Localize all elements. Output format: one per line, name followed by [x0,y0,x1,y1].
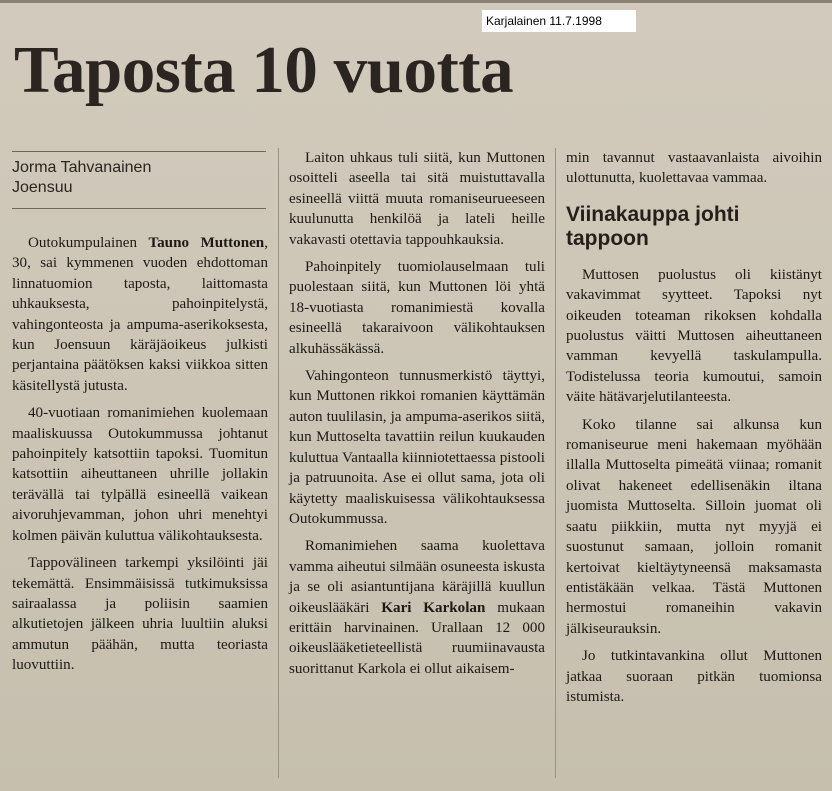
column-divider [555,148,556,778]
paragraph [12,233,268,396]
column-divider [278,148,279,778]
byline-author: Jorma Tahvanainen [12,159,152,176]
paragraph: Muttosen puolustus oli kiistänyt vakavimmat syytteet. Tapoksi nyt oikeuden toteaman rikoksen kohdalla puolustus väitti Muttosen aiheuttaneen vamman kevyellä taskulampulla. Todistelussa teoria kumoutui, samoin väite hätävarjelutilanteesta. [566,266,822,406]
text-span: Romanimiehen saama kuolettava vamma aiheutui silmään osuneesta iskusta ja se oli asiantuntijana käräjillä kuullun oikeuslääkäri [289,538,545,616]
column-3 [566,148,822,714]
byline [12,151,266,209]
paragraph: Laiton uhkaus tuli siitä, kun Muttonen osoitteli aseella tai sitä muistuttavalla esineellä viittä muuta romaniseurueeseen kuulunutta henkilöä ja lateli heille vakavasti otettavia tappouhkauksia. [289,150,545,248]
column-1 [12,233,268,683]
person-name: Kari Karkolan [381,599,486,616]
byline-place: Joensuu [12,179,73,196]
paragraph: Pahoinpitely tuomiolauselmaan tuli puolestaan siitä, kun Muttonen löi yhtä 18-vuotiasta romanimiestä kovalla esineellä takaraivoon välikohtauksen alkuhässäkässä. [289,259,545,357]
headline: Taposta 10 vuotta [14,33,514,107]
subheading: Viinakauppa johti tappoon [566,202,740,250]
person-name: Tauno Muttonen [148,235,265,251]
paragraph: Koko tilanne sai alkunsa kun romaniseurue meni hakemaan myöhään illalla Muttoselta pimeätä viinaa; romanit olivat hakeneet edellisenäkin iltana juomista Muttoselta. Silloin juomat oli saatu piikkiin, mutta nyt myyjä ei suostunut samaan, jolloin romanit kertoivat kieltäytyneensä maksamasta entistäkään velkaa. Tästä Muttonen hermostui romaneihin vakavin jälkiseurauksin. [566,416,822,637]
paragraph: Jo tutkintavankina ollut Muttonen jatkaa suoraan pitkän tuomionsa istumista. [566,648,822,705]
column-2 [289,148,545,686]
source-label: Karjalainen 11.7.1998 [482,10,636,32]
text-span: mukaan erittäin harvinainen. Urallaan 12 000 oikeuslääketieteellistä ruumiinavausta suorittanut Karkola ei ollut aikaisem- [289,599,545,677]
paragraph: 40-vuotiaan romanimiehen kuolemaan maaliskuussa Outokummussa johtanut pahoinpitely katsottiin tapoksi. Tuomitun katsottiin aiheuttaneen uhrille jollakin terävällä tai tylpällä esineellä vaikean aivoruhjevamman, johon uhri menehtyi kolmen päivän kuluttua välikohtauksesta. [12,405,268,544]
paragraph: Vahingonteon tunnusmerkistö täyttyi, kun Muttonen rikkoi romanien käyttämän auton tuulilasin, ja ampuma-aserikos siitä, kun Muttoselta tavattiin reilun kuukauden kuluttua Vantaalla kiinniotettaessa pistooli ja patruunoita. Ase ei ollut sama, jota oli käytetty maaliskuisessa välikohtauksessa Outokummussa. [289,368,545,527]
paragraph: Tappovälineen tarkempi yksilöinti jäi tekemättä. Ensimmäisissä tutkimuksissa sairaalassa ja poliisin saamien alkutietojen jälkeen uhria luultiin aluksi ammutun päähän, mutta teoriasta luovuttiin. [12,555,268,674]
text-span: Outokumpulainen [28,235,149,251]
text-span: , 30, sai kymmenen vuoden ehdottoman linnatuomion taposta, laittomasta uhkauksesta, pahoinpitelystä, vahingonteosta ja ampuma-aserikoksesta, kun Joensuun käräjäoikeus julkisti perjantaina päätöksen kaksi viikkoa sitten käsitellystä jutusta. [12,235,268,394]
top-rule [0,0,832,3]
paragraph: min tavannut vastaavanlaista aivoihin ulottunutta, kuolettavaa vammaa. [566,150,822,187]
paragraph [289,536,545,679]
